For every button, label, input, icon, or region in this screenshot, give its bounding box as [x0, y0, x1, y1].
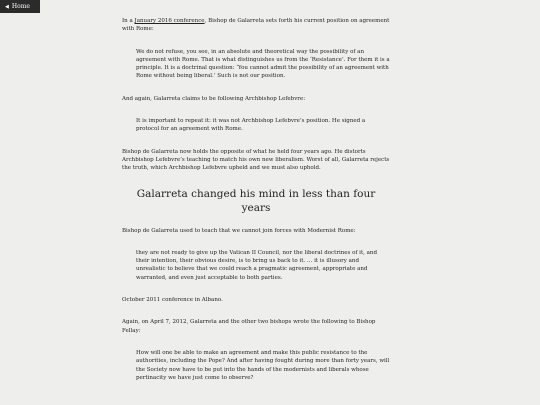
conference-link[interactable]: January 2016 conference	[134, 18, 205, 24]
article-body	[122, 17, 390, 396]
intro-text-end: , Bishop de Galarreta sets forth his current position on agreement with Rome:	[122, 18, 390, 33]
home-button[interactable]	[0, 0, 40, 13]
section-heading: Galarreta changed his mind in less than four years	[136, 187, 376, 214]
blockquote-4: How will one be able to make an agreement and make this public resistance to the authorities, including the Pope? And after having fought during more than forty years, will the Society now have to be put into the hands of the modernists and liberals whose pertinacity we have just come to observe?	[136, 349, 390, 381]
blockquote-1: We do not refuse, you see, in an absolute and theoretical way the possibility of an agreement with Rome. That is what distinguishes us from the ‘Resistance’. For them it is a principle. It is a doctrinal question: ‘You cannot admit the possibility of an agreement with Rome without being liberal.’ Such is not our position.	[136, 48, 390, 80]
paragraph-4: Bishop de Galarreta used to teach that we cannot join forces with Modernist Rome:	[122, 227, 356, 234]
home-label: Home	[11, 3, 30, 10]
back-arrow-icon: ◀	[5, 4, 9, 10]
paragraph-2: And again, Galarreta claims to be following Archbishop Lefebvre:	[122, 95, 306, 102]
paragraph-3: Bishop de Galarreta now holds the opposite of what he held four years ago. He distorts Archbishop Lefebvre’s teaching to match his own new liberalism. Worst of all, Galarreta rejects the truth, which Archbishop Lefebvre upheld and we must also uphold.	[122, 148, 390, 172]
blockquote-3: they are not ready to give up the Vatican II Council, nor the liberal doctrines of it, and their intention, their obvious desire, is to bring us back to it. … it is illusory and unrealistic to believe that we could reach a pragmatic agreement, appropriate and warranted, and even just acceptable to both parties.	[136, 249, 377, 281]
blockquote-2: It is important to repeat it: it was not Archbishop Lefebvre’s position. He signed a protocol for an agreement with Rome.	[136, 118, 366, 133]
paragraph-6: Again, on April 7, 2012, Galarreta and the other two bishops wrote the following to Bishop Fellay:	[122, 319, 376, 334]
intro-paragraph	[122, 17, 390, 34]
intro-text: In a	[122, 18, 135, 24]
paragraph-5: October 2011 conference in Albano.	[122, 297, 223, 304]
